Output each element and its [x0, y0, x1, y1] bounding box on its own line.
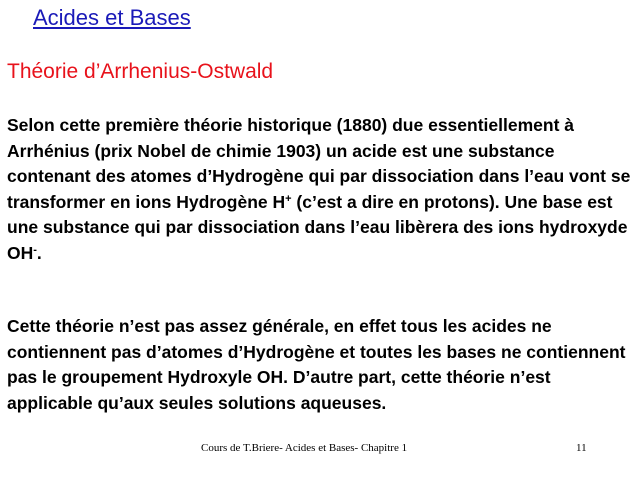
- paragraph-limitations: Cette théorie n’est pas assez générale, en effet tous les acides ne contiennent pas d’atomes d’Hydrogène et toutes les bases ne contiennent pas le groupement Hydroxyle OH. D’autre part, cette théorie n’est applicable qu’aux seules solutions aqueuses.: [7, 316, 626, 413]
- hydroxide-ion-charge: -: [33, 243, 37, 256]
- paragraph1-text-c: .: [36, 242, 42, 263]
- slide-title: Acides et Bases: [33, 5, 191, 30]
- hydrogen-ion-charge: +: [285, 192, 292, 205]
- footer-course-text: Cours de T.Briere- Acides et Bases- Chapitre 1: [201, 442, 408, 454]
- slide-subtitle: Théorie d’Arrhenius-Ostwald: [7, 60, 274, 83]
- paragraph-arrhenius-definition: [7, 113, 632, 266]
- page-number: 11: [576, 442, 587, 454]
- paragraph1-text-b: (c’est a dire en protons). Une base est une substance qui par dissociation dans l’eau libèrera des ions hydroxyde OH: [7, 191, 628, 263]
- paragraph1-text-a: Selon cette première théorie historique (1880) due essentiellement à Arrhénius (prix Nobel de chimie 1903) un acide est une substance contenant des atomes d’Hydrogène qui par dissociation dans l’eau vont se transformer en ions Hydrogène H: [7, 115, 631, 212]
